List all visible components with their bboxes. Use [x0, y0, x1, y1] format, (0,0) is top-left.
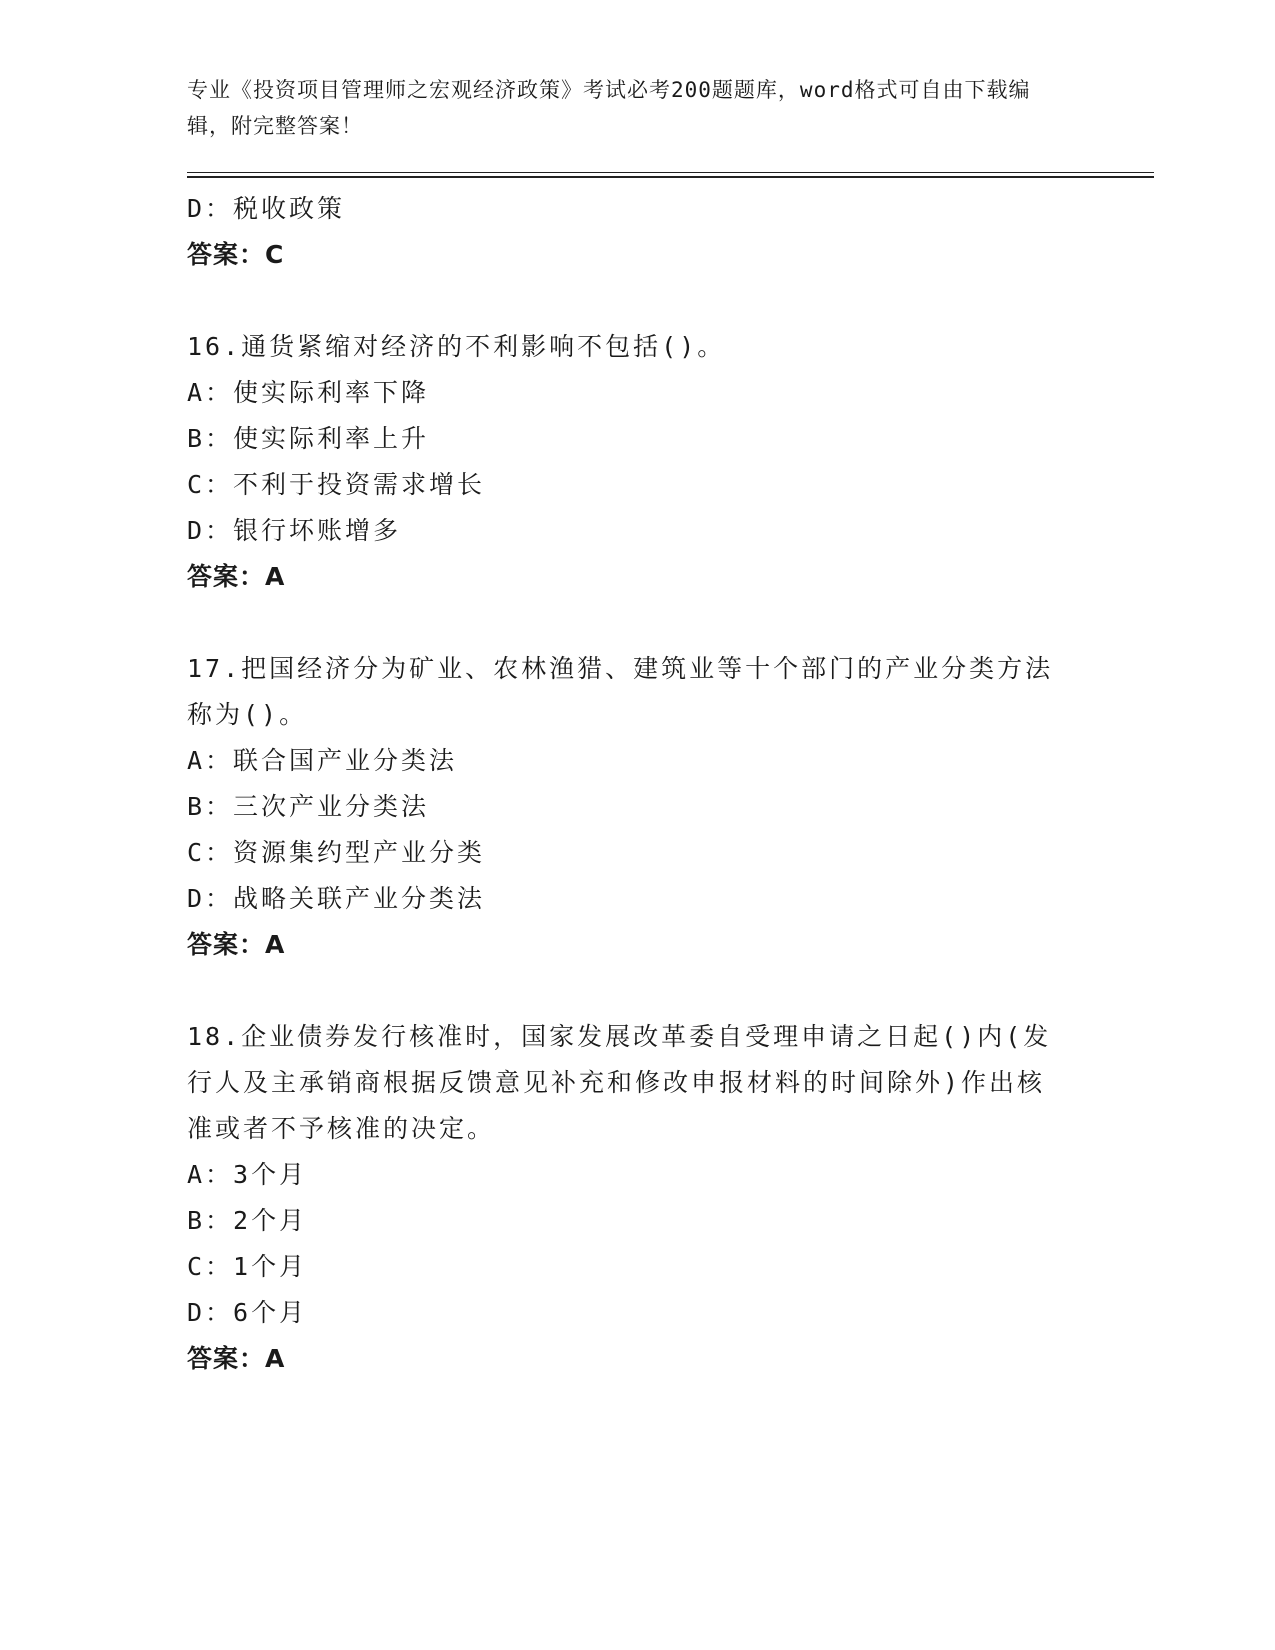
option-d: D：银行坏账增多	[187, 516, 402, 545]
option-a: A：使实际利率下降	[187, 378, 430, 407]
header-divider-thick	[187, 176, 1154, 178]
option-c: C：1个月	[187, 1252, 308, 1281]
answer: 答案：A	[187, 930, 286, 959]
option-c: C：不利于投资需求增长	[187, 470, 486, 499]
header-divider-thin	[187, 172, 1154, 173]
option-d: D：战略关联产业分类法	[187, 884, 486, 913]
answer: 答案：A	[187, 562, 286, 591]
answer: 答案：A	[187, 1344, 286, 1373]
option-b: B：使实际利率上升	[187, 424, 430, 453]
prev-answer: 答案：C	[187, 240, 285, 269]
option-b: B：三次产业分类法	[187, 792, 430, 821]
option-c: C：资源集约型产业分类	[187, 838, 486, 867]
question-stem: 17.把国经济分为矿业、农林渔猎、建筑业等十个部门的产业分类方法称为()。	[187, 654, 1054, 729]
document-header: 专业《投资项目管理师之宏观经济政策》考试必考200题题库，word格式可自由下载编辑，附完整答案！	[187, 78, 1031, 138]
option-d: D：6个月	[187, 1298, 308, 1327]
question-17	[187, 646, 1087, 968]
option-a: A：联合国产业分类法	[187, 746, 458, 775]
option-b: B：2个月	[187, 1206, 308, 1235]
question-18	[187, 1014, 1087, 1382]
question-stem: 18.企业债券发行核准时，国家发展改革委自受理申请之日起()内(发行人及主承销商根据反馈意见补充和修改申报材料的时间除外)作出核准或者不予核准的决定。	[187, 1022, 1052, 1143]
option-a: A：3个月	[187, 1160, 308, 1189]
question-list	[187, 186, 1087, 1382]
question-16	[187, 324, 1087, 600]
question-stem: 16.通货紧缩对经济的不利影响不包括()。	[187, 332, 726, 361]
prev-option-d: D：税收政策	[187, 194, 346, 223]
